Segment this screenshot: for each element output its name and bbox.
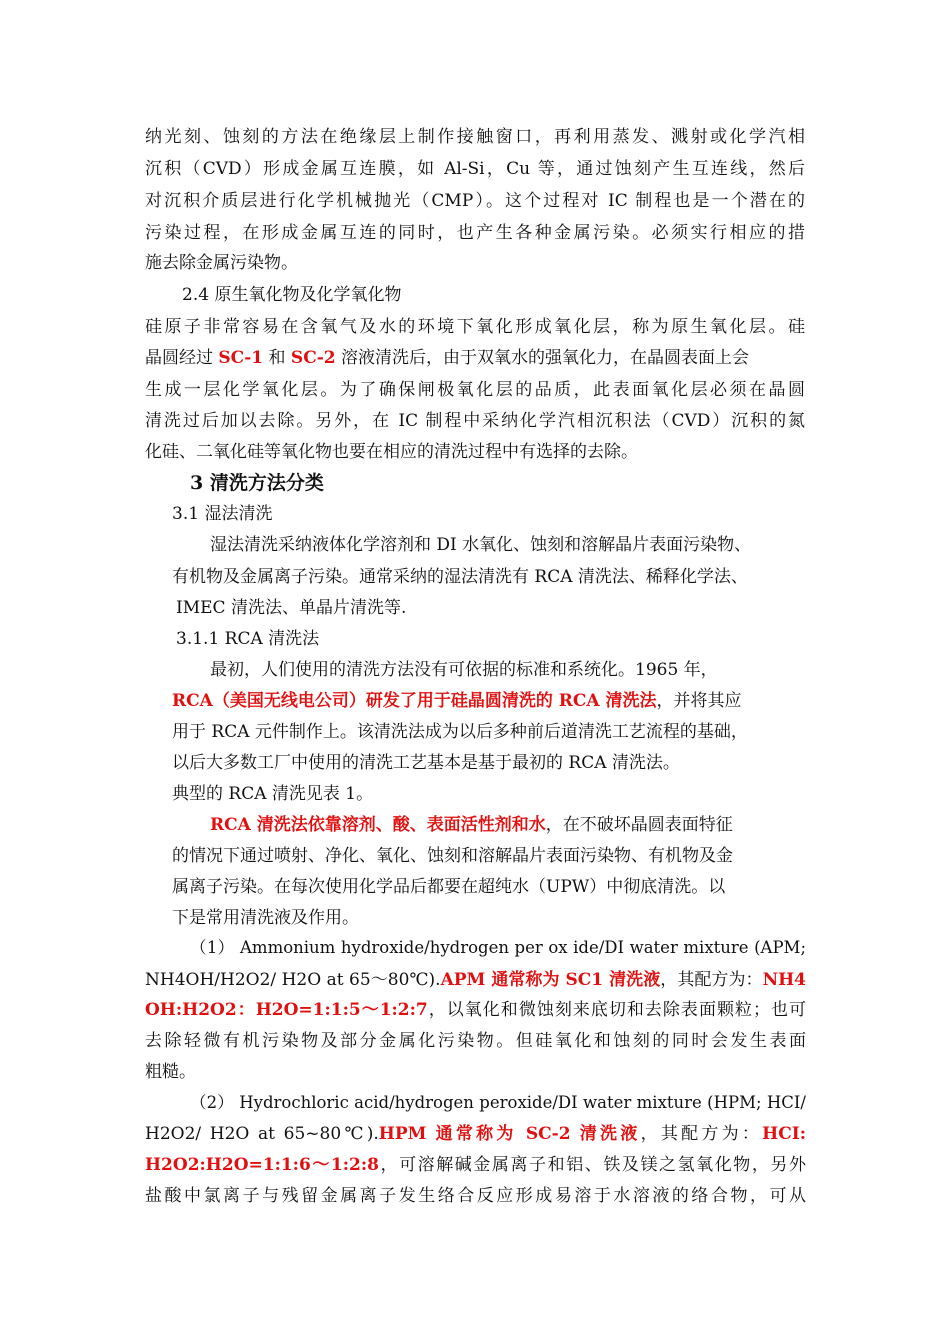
paragraph-line: 清洗过后加以去除。另外，在 IC 制程中采纳化学汽相沉积法（CVD）沉积的氮	[145, 411, 805, 431]
paragraph-line: 有机物及金属离子污染。通常采纳的湿法清洗有 RCA 清洗法、稀释化学法、	[172, 567, 748, 587]
highlight-formula: NH4	[762, 970, 807, 990]
text-run: ，在不破坏晶圆表面特征	[545, 815, 733, 835]
highlight-apm: APM 通常称为 SC1 清洗液	[440, 970, 661, 990]
text-run: ，并将其应	[656, 691, 742, 711]
paragraph-line	[145, 969, 806, 991]
paragraph-line: 施去除金属污染物。	[145, 253, 298, 273]
highlight-formula: OH:H2O2：H2O=1:1:5～1:2:7	[145, 1000, 428, 1020]
section-heading-3: 3 清洗方法分类	[190, 472, 324, 494]
paragraph-line	[145, 347, 749, 369]
text-run: ，其配方为：	[660, 970, 763, 990]
paragraph-line: （1） Ammonium hydroxide/hydrogen per ox ide/DI water mixture (APM;	[190, 938, 806, 957]
text-run: H2O2/ H2O at 65~80℃).	[145, 1124, 379, 1144]
paragraph-line: 的情况下通过喷射、净化、氧化、蚀刻和溶解晶片表面污染物、有机物及金	[172, 846, 733, 866]
paragraph-line: 硅原子非常容易在含氧气及水的环境下氧化形成氧化层，称为原生氧化层。硅	[145, 317, 805, 337]
section-heading-3-1-1: 3.1.1 RCA 清洗法	[176, 629, 320, 649]
paragraph-line: 去除轻微有机污染物及部分金属化污染物。但硅氧化和蚀刻的同时会发生表面	[145, 1031, 806, 1051]
paragraph-line	[145, 1154, 806, 1176]
highlight-rca-history: RCA（美国无线电公司）研发了用于硅晶圆清洗的 RCA 清洗法	[172, 691, 657, 711]
section-heading-2-4: 2.4 原生氧化物及化学氧化物	[182, 285, 402, 305]
paragraph-line: 下是常用清洗液及作用。	[172, 908, 359, 928]
text-run: 溶液清洗后，由于双氧水的强氧化力，在晶圆表面上会	[335, 348, 750, 368]
text-run: ，其配方为：	[640, 1124, 763, 1144]
highlight-sc1: SC-1	[218, 348, 264, 368]
highlight-rca-agents: RCA 清洗法依靠溶剂、酸、表面活性剂和水	[210, 815, 546, 835]
paragraph-line: 湿法清洗采纳液体化学溶剂和 DI 水氧化、蚀刻和溶解晶片表面污染物、	[210, 535, 752, 555]
paragraph-line: 化硅、二氧化硅等氧化物也要在相应的清洗过程中有选择的去除。	[145, 442, 638, 462]
paragraph-line: 以后大多数工厂中使用的清洗工艺基本是基于最初的 RCA 清洗法。	[172, 753, 680, 773]
paragraph-line: 生成一层化学氧化层。为了确保闸极氧化层的品质，此表面氧化层必须在晶圆	[145, 380, 805, 400]
text-run: 和	[263, 348, 291, 368]
paragraph-line: 盐酸中氯离子与残留金属离子发生络合反应形成易溶于水溶液的络合物，可从	[145, 1186, 806, 1206]
paragraph-line: 最初，人们使用的清洗方法没有可依据的标准和系统化。1965 年，	[210, 660, 718, 680]
paragraph-line: 对沉积介质层进行化学机械抛光（CMP）。这个过程对 IC 制程也是一个潜在的	[145, 191, 805, 211]
paragraph-line: 典型的 RCA 清洗见表 1。	[172, 784, 374, 804]
paragraph-line: 粗糙。	[145, 1062, 196, 1082]
highlight-sc2: SC-2	[290, 348, 336, 368]
paragraph-line: 污染过程，在形成金属互连的同时，也产生各种金属污染。必须实行相应的措	[145, 223, 805, 243]
paragraph-line	[145, 1123, 806, 1145]
highlight-hpm: HPM 通常称为 SC-2 清洗液	[378, 1124, 641, 1144]
paragraph-line	[145, 999, 806, 1021]
paragraph-line	[172, 690, 742, 712]
paragraph-line	[210, 814, 733, 836]
paragraph-line: （2） Hydrochloric acid/hydrogen peroxide/DI water mixture (HPM; HCI/	[190, 1093, 806, 1112]
paragraph-line: 沉积（CVD）形成金属互连膜，如 Al-Si，Cu 等，通过蚀刻产生互连线，然后	[145, 159, 805, 179]
text-run: 晶圆经过	[145, 348, 219, 368]
highlight-formula: HCI:	[762, 1124, 806, 1144]
text-run: ，可溶解碱金属离子和铝、铁及镁之氢氧化物，另外	[378, 1155, 807, 1175]
text-run: ，以氧化和微蚀刻来底切和去除表面颗粒；也可	[427, 1000, 806, 1020]
paragraph-line: 用于 RCA 元件制作上。该清洗法成为以后多种前后道清洗工艺流程的基础，	[172, 722, 748, 742]
paragraph-line: 属离子污染。在每次使用化学品后都要在超纯水（UPW）中彻底清洗。以	[172, 877, 726, 897]
section-heading-3-1: 3.1 湿法清洗	[172, 504, 273, 524]
highlight-formula: H2O2:H2O=1:1:6～1:2:8	[145, 1155, 379, 1175]
text-run: NH4OH/H2O2/ H2O at 65～80℃).	[145, 970, 441, 990]
paragraph-line: 纳光刻、蚀刻的方法在绝缘层上制作接触窗口，再利用蒸发、溅射或化学汽相	[145, 127, 805, 147]
paragraph-line: IMEC 清洗法、单晶片清洗等.	[176, 598, 407, 618]
